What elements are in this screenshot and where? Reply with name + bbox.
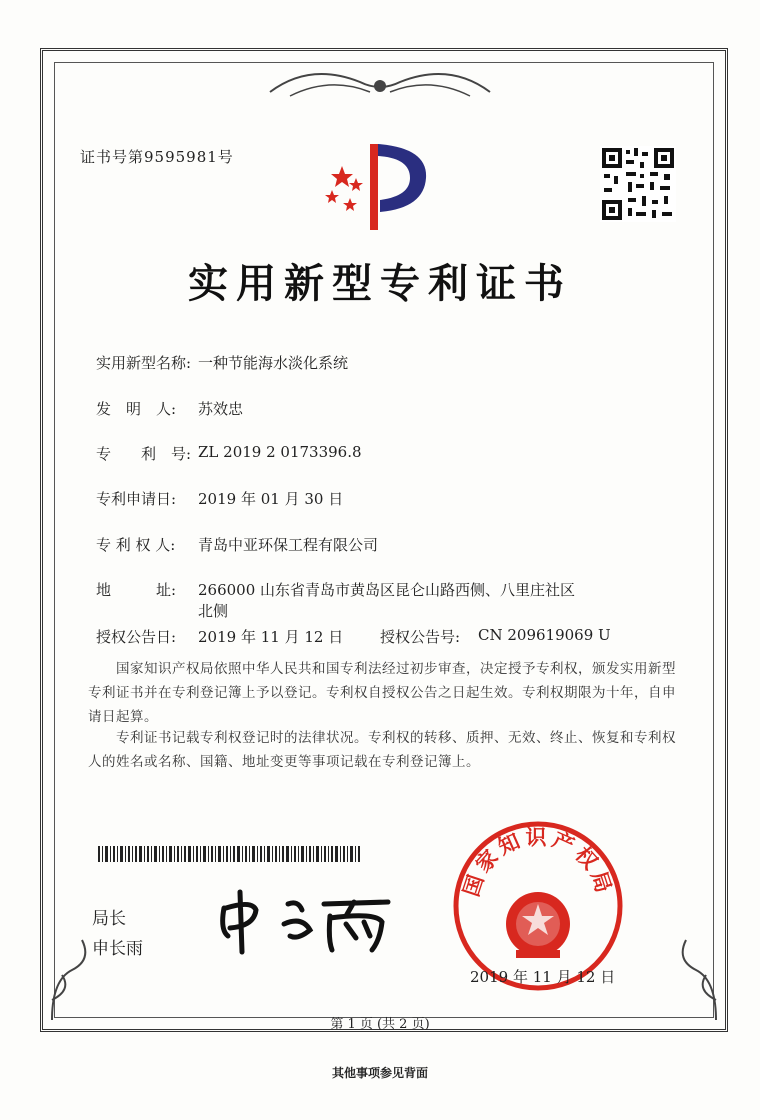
certificate-number: 证书号第9595981号: [80, 148, 234, 166]
inventor-label: 发 明 人:: [96, 400, 177, 418]
seal-text: 国家知识产权局: [459, 825, 617, 900]
legal-status-paragraph: 专利证书记载专利权登记时的法律状况。专利权的转移、质押、无效、终止、恢复和专利权人的姓名或名称、国籍、地址变更等事项记载在专利登记簿上。: [88, 730, 676, 770]
patentee-value: 青岛中亚环保工程有限公司: [198, 536, 379, 554]
certificate-title: 实用新型专利证书: [188, 260, 572, 307]
address-line-2: 北侧: [198, 602, 229, 620]
utility-model-name-label: 实用新型名称:: [96, 354, 192, 372]
qr-code-icon: [600, 146, 676, 222]
patent-number-value: ZL 2019 2 0173396.8: [198, 443, 362, 461]
grant-number-label: 授权公告号:: [380, 628, 461, 646]
address-line-1: 266000 山东省青岛市黄岛区昆仑山路西侧、八里庄社区: [198, 581, 576, 599]
footer-note: 其他事项参见背面: [331, 1066, 428, 1080]
grant-statement-paragraph: 国家知识产权局依照中华人民共和国专利法经过初步审查，决定授予专利权，颁发实用新型专利证书并在专利登记簿上予以登记。专利权自授权公告之日起生效。专利权期限为十年，自申请日起算。: [88, 661, 676, 725]
filing-date-label: 专利申请日:: [96, 490, 177, 508]
grant-number-value: CN 209619069 U: [478, 626, 611, 644]
top-ornament-icon: [250, 62, 510, 108]
seal-date: 2019 年 11 月 12 日: [470, 968, 616, 986]
page-number: 第 1 页 (共 2 页): [330, 1017, 430, 1032]
patentee-label: 专 利 权 人:: [96, 536, 176, 554]
inventor-value: 苏效忠: [198, 400, 244, 418]
filing-date-value: 2019 年 01 月 30 日: [198, 490, 344, 508]
grant-date-value: 2019 年 11 月 12 日: [198, 628, 344, 646]
address-label: 地 址:: [96, 581, 177, 599]
grant-date-label: 授权公告日:: [96, 628, 177, 646]
barcode-icon: [98, 846, 360, 862]
patent-number-label: 专 利 号:: [96, 445, 192, 463]
signer-title: 局长: [92, 909, 126, 929]
signer-name: 申长雨: [92, 939, 143, 959]
handwritten-signature-icon: [206, 880, 396, 960]
utility-model-name-value: 一种节能海水淡化系统: [198, 354, 349, 372]
cnipa-logo-icon: [318, 138, 438, 238]
svg-text:国家知识产权局: [459, 826, 617, 900]
